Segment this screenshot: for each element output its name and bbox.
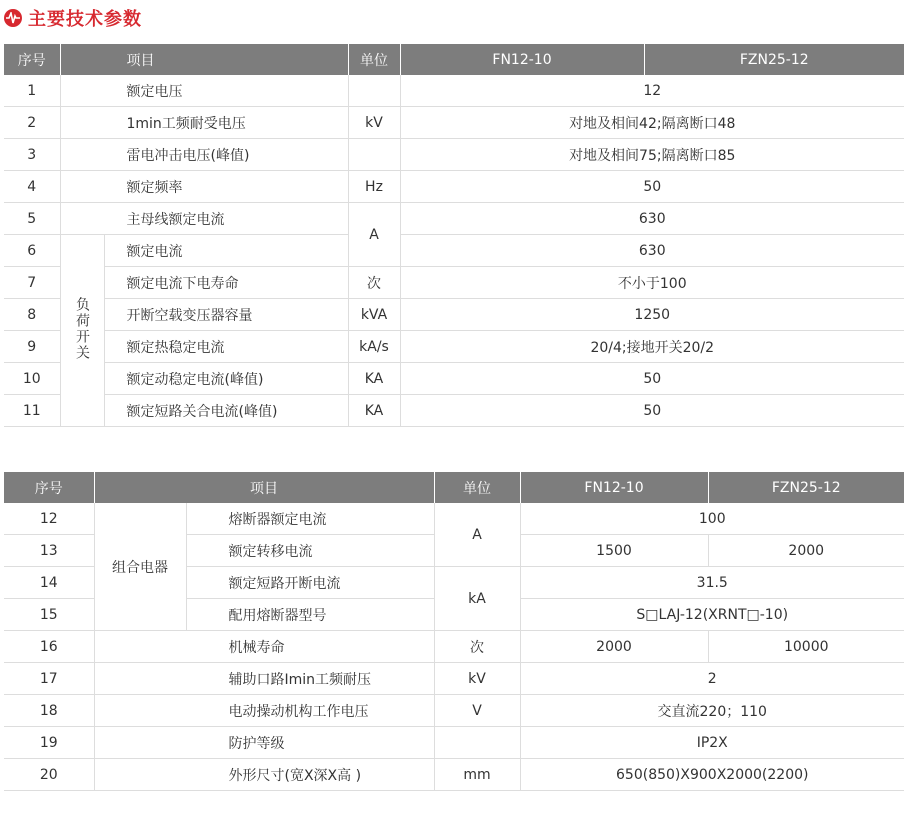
row-value: 50 [400,363,904,395]
row-value: 50 [400,171,904,203]
row-value: 不小于100 [400,267,904,299]
row-no: 18 [4,695,94,727]
row-item: 电动操动机构工作电压 [94,695,434,727]
row-no: 19 [4,727,94,759]
table-row [4,331,904,363]
row-value: 31.5 [520,567,904,599]
header-unit: 单位 [348,44,400,75]
row-value: 20/4;接地开关20/2 [400,331,904,363]
header-model-2: FZN25-12 [644,44,904,75]
row-item: 额定电压 [60,75,348,107]
header-item: 项目 [94,472,434,503]
row-value: 对地及相间42;隔离断口48 [400,107,904,139]
row-no: 7 [4,267,60,299]
row-item: 额定动稳定电流(峰值) [104,363,348,395]
row-value-1: 2000 [520,631,708,663]
row-value: 630 [400,203,904,235]
row-value: IP2X [520,727,904,759]
row-item: 主母线额定电流 [60,203,348,235]
row-no: 4 [4,171,60,203]
row-item: 熔断器额定电流 [186,503,434,535]
table-row [4,663,904,695]
row-unit: kV [348,107,400,139]
row-value-2: 2000 [708,535,904,567]
header-no: 序号 [4,44,60,75]
row-item: 额定短路关合电流(峰值) [104,395,348,427]
row-item: 辅助口路Imin工频耐压 [94,663,434,695]
row-item: 外形尺寸(宽X深X高 ) [94,759,434,791]
table-row [4,727,904,759]
row-item: 机械寿命 [94,631,434,663]
table-row [4,267,904,299]
section-title [4,4,142,32]
table-header-row [4,472,904,503]
row-value: 1250 [400,299,904,331]
row-unit: mm [434,759,520,791]
row-unit: A [348,203,400,267]
row-item: 额定电流下电寿命 [104,267,348,299]
table-row [4,759,904,791]
row-no: 15 [4,599,94,631]
row-item: 1min工频耐受电压 [60,107,348,139]
table-row [4,75,904,107]
header-model-2: FZN25-12 [708,472,904,503]
table-row [4,235,904,267]
row-no: 20 [4,759,94,791]
row-value-2: 10000 [708,631,904,663]
table-row [4,503,904,535]
row-value: 对地及相间75;隔离断口85 [400,139,904,171]
row-unit: V [434,695,520,727]
row-item: 开断空载变压器容量 [104,299,348,331]
row-unit: KA [348,395,400,427]
table-row [4,363,904,395]
row-item: 额定热稳定电流 [104,331,348,363]
row-item: 额定短路开断电流 [186,567,434,599]
page-title: 主要技术参数 [28,9,142,30]
row-no: 1 [4,75,60,107]
row-no: 12 [4,503,94,535]
row-item: 配用熔断器型号 [186,599,434,631]
table-row [4,107,904,139]
header-unit: 单位 [434,472,520,503]
row-unit [348,75,400,107]
row-value: 交直流220；110 [520,695,904,727]
row-item: 防护等级 [94,727,434,759]
row-unit [348,139,400,171]
header-model-1: FN12-10 [520,472,708,503]
table-row [4,299,904,331]
table-row [4,203,904,235]
spec-table-2 [4,472,904,791]
row-unit: kA/s [348,331,400,363]
row-no: 9 [4,331,60,363]
header-no: 序号 [4,472,94,503]
group-label: 组合电器 [94,503,186,631]
row-unit [434,727,520,759]
row-no: 16 [4,631,94,663]
row-unit: kA [434,567,520,631]
table-row [4,631,904,663]
row-item: 额定电流 [104,235,348,267]
row-no: 2 [4,107,60,139]
row-value: 650(850)X900X2000(2200) [520,759,904,791]
table-row [4,139,904,171]
row-no: 10 [4,363,60,395]
row-value: 100 [520,503,904,535]
row-unit: A [434,503,520,567]
table-row [4,395,904,427]
row-unit: kV [434,663,520,695]
row-value: 50 [400,395,904,427]
row-value: 2 [520,663,904,695]
row-item: 额定频率 [60,171,348,203]
row-no: 5 [4,203,60,235]
row-value: S□LAJ-12(XRNT□-10) [520,599,904,631]
row-unit: Hz [348,171,400,203]
row-no: 13 [4,535,94,567]
row-no: 8 [4,299,60,331]
spec-table-1 [4,44,904,427]
row-unit: 次 [434,631,520,663]
row-no: 14 [4,567,94,599]
table-row [4,171,904,203]
header-model-1: FN12-10 [400,44,644,75]
row-value: 630 [400,235,904,267]
row-unit: 次 [348,267,400,299]
row-value-1: 1500 [520,535,708,567]
row-unit: KA [348,363,400,395]
row-item: 雷电冲击电压(峰值) [60,139,348,171]
row-item: 额定转移电流 [186,535,434,567]
row-unit: kVA [348,299,400,331]
group-label: 负荷开关 [60,235,104,427]
table-header-row [4,44,904,75]
table-row [4,695,904,727]
header-item: 项目 [60,44,348,75]
pulse-icon [4,9,22,27]
row-no: 17 [4,663,94,695]
row-no: 6 [4,235,60,267]
row-no: 3 [4,139,60,171]
row-value: 12 [400,75,904,107]
row-no: 11 [4,395,60,427]
